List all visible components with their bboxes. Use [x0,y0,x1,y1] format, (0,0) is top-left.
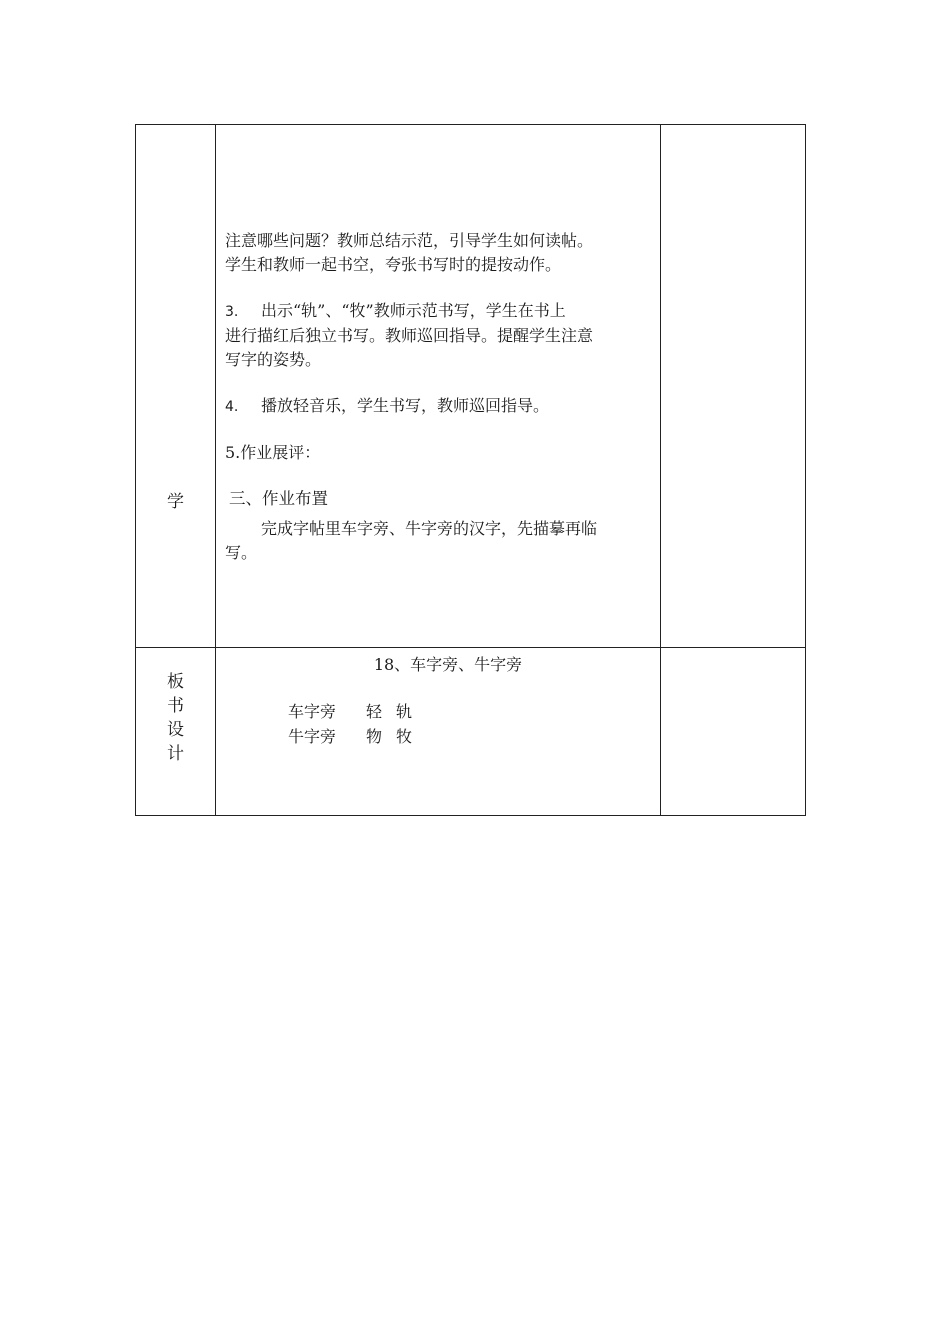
paragraph-line: 写字的姿势。 [225,350,322,369]
board-label-cell [136,648,216,816]
board-char: 牧 [396,727,413,746]
board-design-row [136,648,806,816]
board-notes-cell [661,648,806,816]
process-label-cell [136,125,216,648]
paragraph-line: 注意哪些问题？教师总结示范，引导学生如何读帖。 [225,231,594,250]
process-label: 学 [167,492,184,512]
step-number: 4. [225,399,239,415]
board-line [288,724,426,749]
board-content-cell [216,648,661,816]
board-label-char: 书 [167,696,184,716]
step-5: 5.作业展评： [225,443,321,462]
step-4 [225,394,654,419]
board-char: 物 [366,727,383,746]
board-char: 轨 [396,702,413,721]
board-label-char: 计 [167,744,184,764]
process-content [225,229,654,565]
paragraph-line: 学生和教师一起书空，夸张书写时的提按动作。 [225,255,562,274]
board-label-char: 设 [167,720,184,740]
board-line [288,699,426,724]
step-3 [225,299,654,324]
process-notes-cell [661,125,806,648]
board-radical: 牛字旁 [288,727,337,746]
teaching-process-row [136,125,806,648]
board-char: 轻 [366,702,383,721]
lesson-plan-table [135,124,806,816]
paragraph-line: 写。 [225,543,258,562]
paragraph-line: 进行描红后独立书写。教师巡回指导。提醒学生注意 [225,326,594,345]
step-number: 3. [225,304,239,320]
board-label-char: 板 [167,672,184,692]
board-title: 18、车字旁、牛字旁 [373,655,523,674]
step-text: 播放轻音乐，学生书写，教师巡回指导。 [261,396,550,415]
board-label [136,670,215,766]
paragraph-line: 完成字帖里车字旁、牛字旁的汉字，先描摹再临 [261,519,598,538]
board-radical: 车字旁 [288,702,337,721]
board-lines [288,699,426,749]
step-text: 出示“轨”、“牧”教师示范书写，学生在书上 [261,301,566,320]
process-content-cell [216,125,661,648]
section-title-homework: 三、作业布置 [229,489,328,508]
